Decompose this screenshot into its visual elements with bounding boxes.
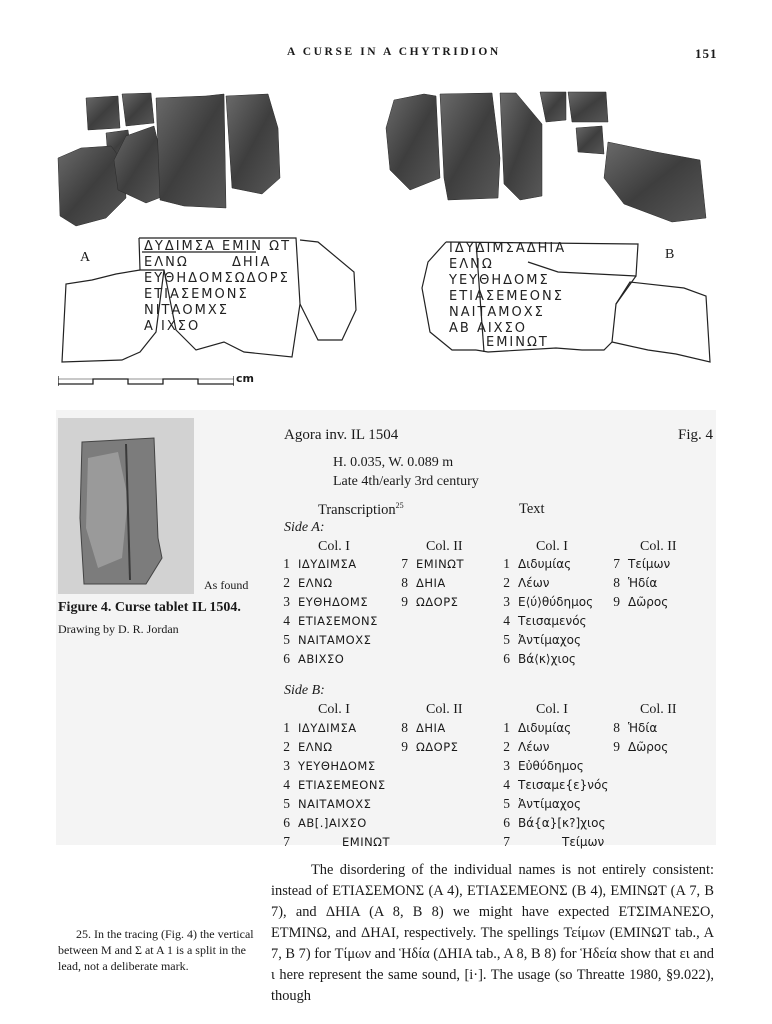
line: 7 ΕΜΙΝΩΤ: [283, 834, 390, 849]
side-b-label: B: [665, 247, 675, 262]
line: 5 ΝΑΙΤΑΜΟΧΣ: [283, 632, 372, 647]
svg-text:ΕΜΙΝΩΤ: ΕΜΙΝΩΤ: [486, 335, 549, 350]
line: 1 ΙΔΥΔΙΜΣΑ: [283, 556, 357, 571]
body-paragraph: The disordering of the individual names is not entirely consistent: instead of ΕΤΙΑΣΕΜΟΝΣ (A 4), ΕΤΙΑΣΕΜΕΟΝΣ (B 4), ΕΜΙΝΩΤ (A 7, B 7), and ΔΗΙΑ (A 8, B 8) we might have expected ΕΤΣΙΜΑΝΕΣΟ, ΕΤΜΙΝΩ, and ΔΗΑΙ, respectively. The spellings Τείμων (ΕΜΙΝΩΤ tab., A 7, B 7) for Τίμων and Ἡδία (ΔΗΙΑ tab., A 8, B 8) for Ἡδεία show that ει and ι here represent the same sound, [i·]. The usage (so Threatte 1980, §9.022), though: [271, 862, 714, 1004]
line: 6 ΑΒΙΧΣΟ: [283, 651, 345, 666]
line: 5 Ἀντίμαχος: [503, 796, 582, 811]
scale-bar: [58, 372, 234, 386]
side-a-label: A: [80, 250, 91, 265]
col1-heading: Col. I: [318, 702, 350, 717]
side-b-heading: Side B:: [284, 683, 325, 698]
transcription-heading: Transcription$^{25}$: [318, 501, 404, 518]
svg-text:ΝΑΙΤΑΜΟΧΣ: ΝΑΙΤΑΜΟΧΣ: [449, 305, 545, 320]
line: 4 Τεισαμενός: [503, 613, 587, 628]
side-a-text-col2: [602, 556, 670, 610]
col2-heading: Col. II: [640, 539, 677, 554]
col1-heading: Col. I: [536, 539, 568, 554]
line: 4 Τεισαμε{ε}νός: [503, 777, 609, 792]
line: 8 ΔΗΙΑ: [401, 575, 446, 590]
line: 9 Δῶρος: [613, 739, 669, 754]
side-b-text-col2: [602, 720, 668, 755]
as-found-label: As found: [204, 578, 249, 592]
line: 3 Εὐθύδημος: [503, 758, 584, 773]
footnote-number: 25.: [76, 927, 91, 941]
svg-text:ΔΥΔΙΜΣΑ ΕΜΙΝ ΩΤ: ΔΥΔΙΜΣΑ ΕΜΙΝ ΩΤ: [144, 239, 292, 254]
line: 8 Ἡδία: [613, 720, 658, 735]
line: 8 ΔΗΙΑ: [401, 720, 446, 735]
line: 2 ΕΛΝΩ: [283, 575, 333, 590]
line: 4 ΕΤΙΑΣΕΜΟΝΣ: [283, 613, 378, 628]
line: 1 Διδυμίας: [503, 556, 572, 571]
line: 9 ΩΔΟΡΣ: [401, 594, 459, 609]
col2-heading: Col. II: [426, 539, 463, 554]
side-a-transcription-col1: [272, 556, 378, 667]
col1-heading: Col. I: [318, 539, 350, 554]
line: 3 ΥΕΥΘΗΔΟΜΣ: [283, 758, 376, 773]
line: 2 ΕΛΝΩ: [283, 739, 333, 754]
line: 5 Ἀντίμαχος: [503, 632, 582, 647]
line: 4 ΕΤΙΑΣΕΜΕΟΝΣ: [283, 777, 386, 792]
figure-caption: Figure 4. Curse tablet IL 1504.: [58, 600, 241, 615]
col1-heading: Col. I: [536, 702, 568, 717]
svg-text:ΕΛΝΩ: ΕΛΝΩ: [449, 257, 494, 272]
line: 9 ΩΔΟΡΣ: [401, 739, 459, 754]
side-b-transcription-col2: [390, 720, 458, 755]
line: 8 Ἡδία: [613, 575, 658, 590]
footnote-marker[interactable]: 25: [395, 501, 404, 510]
line: 6 Βά{α}[κ?]χιος: [503, 815, 606, 830]
text-heading: Text: [519, 501, 545, 517]
line: 5 ΝΑΙΤΑΜΟΧΣ: [283, 796, 372, 811]
inventory-number: Agora inv. IL 1504: [284, 427, 399, 443]
line: 3 ΕΥΘΗΔΟΜΣ: [283, 594, 369, 609]
line: 6 ΑΒ[.]ΑΙΧΣΟ: [283, 815, 367, 830]
col2-heading: Col. II: [640, 702, 677, 717]
line: 1 ΙΔΥΔΙΜΣΑ: [283, 720, 357, 735]
svg-text:ΕΤΙΑΣΕΜΟΝΣ: ΕΤΙΑΣΕΜΟΝΣ: [144, 287, 249, 302]
scale-unit: cm: [236, 372, 254, 385]
figure-reference: Fig. 4: [678, 427, 714, 443]
line: 7 ΕΜΙΝΩΤ: [401, 556, 464, 571]
date: Late 4th/early 3rd century: [333, 474, 479, 489]
line: 1 Διδυμίας: [503, 720, 572, 735]
line: 6 Βά⟨κ⟩χιος: [503, 651, 576, 666]
side-b-text-col1: [492, 720, 608, 850]
side-b-transcription-col1: [272, 720, 390, 850]
line: 2 Λέων: [503, 575, 550, 590]
line: 3 Ε⟨ύ⟩θύδημος: [503, 594, 594, 609]
svg-text:ΕΤΙΑΣΕΜΕΟΝΣ: ΕΤΙΑΣΕΜΕΟΝΣ: [449, 289, 564, 304]
footnote-text: In the tracing (Fig. 4) the vertical between M and Σ at A 1 is a split in the lead, not a deliberate mark.: [58, 927, 254, 973]
line: 7 Τείμων: [613, 556, 671, 571]
line: 7 Τείμων: [503, 834, 605, 849]
svg-text:ΑΒ ΑΙΧΣΟ: ΑΒ ΑΙΧΣΟ: [449, 321, 528, 336]
dimensions: H. 0.035, W. 0.089 m: [333, 455, 454, 470]
side-a-heading: Side A:: [284, 520, 325, 535]
svg-text:ΕΛΝΩ: ΕΛΝΩ: [144, 255, 189, 270]
side-a-transcription-col2: [390, 556, 464, 610]
page-number: 151: [695, 46, 718, 61]
footnote: [58, 926, 258, 974]
svg-text:ΔΗΙΑ: ΔΗΙΑ: [232, 255, 272, 270]
line: 9 Δῶρος: [613, 594, 669, 609]
as-found-photograph: [58, 418, 194, 594]
col2-heading: Col. II: [426, 702, 463, 717]
svg-text:Α ΙΧΣΟ: Α ΙΧΣΟ: [144, 319, 201, 334]
svg-text:ΥΕΥΘΗΔΟΜΣ: ΥΕΥΘΗΔΟΜΣ: [449, 273, 550, 288]
figure-credit: Drawing by D. R. Jordan: [58, 622, 179, 636]
svg-text:ΙΔΥΔΙΜΣΑΔΗΙΑ: ΙΔΥΔΙΜΣΑΔΗΙΑ: [449, 241, 567, 256]
svg-text:ΕΥΘΗΔΟΜΣΩΔΟΡΣ: ΕΥΘΗΔΟΜΣΩΔΟΡΣ: [144, 271, 290, 286]
svg-text:ΝΙΤΑΟΜΧΣ: ΝΙΤΑΟΜΧΣ: [144, 303, 229, 318]
line: 2 Λέων: [503, 739, 550, 754]
tablet-photograph: [56, 88, 716, 243]
running-title: A CURSE IN A CHYTRIDION: [287, 46, 501, 58]
side-a-text-col1: [492, 556, 593, 667]
